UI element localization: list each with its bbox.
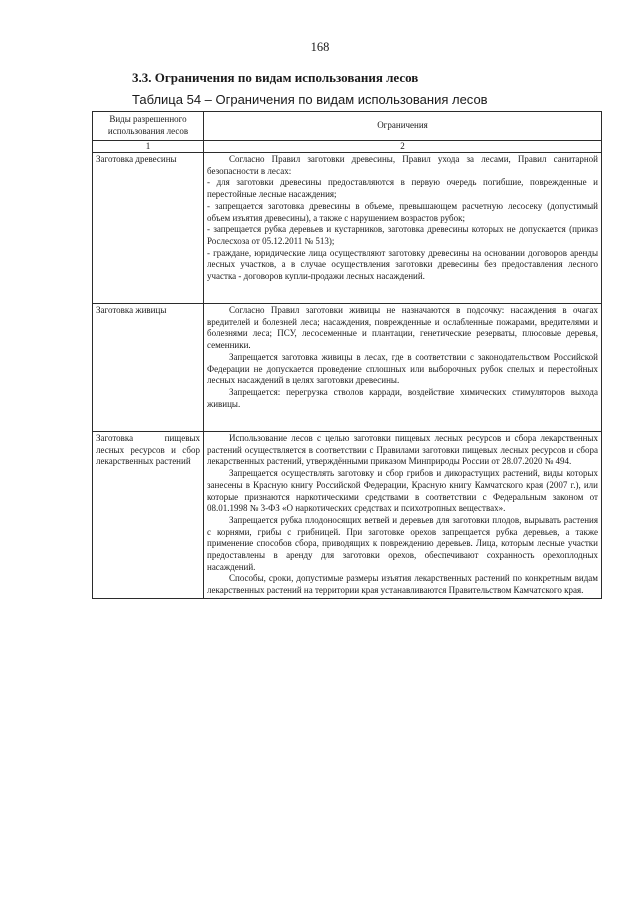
- restrictions-cell: [204, 304, 602, 432]
- restriction-paragraph: Запрещается осуществлять заготовку и сбор грибов и дикорастущих растений, виды которых занесены в Красную книгу Российской Федерации, Красную книгу Камчатского края (2007 г.), или которые признаются наркотическими средствами в соответствии с Федеральным законом от 08.01.1998 № 3-ФЗ «О наркотических средствах и психотропных веществах».: [207, 468, 598, 514]
- table-row-wood-harvesting: [93, 153, 602, 304]
- restriction-paragraph: Использование лесов с целью заготовки пищевых лесных ресурсов и сбора лекарственных растений осуществляется в соответствии с Правилами заготовки пищевых лесных ресурсов и сбора лекарственных растений, утверждёнными приказом Минприроды России от 28.07.2020 № 494.: [207, 433, 598, 467]
- table-row-resin-harvesting: [93, 304, 602, 432]
- table-header-row: [93, 112, 602, 141]
- page-number: 168: [310, 40, 330, 54]
- restriction-paragraph: Запрещается: перегрузка стволов карради, воздействие химических стимуляторов выхода живицы.: [207, 386, 598, 409]
- column-header-usage-type: Виды разрешенного использования лесов: [93, 112, 204, 141]
- restriction-paragraph: - для заготовки древесины предоставляются в первую очередь погибшие, поврежденные и перестойные лесные насаждения;: [207, 177, 598, 200]
- restrictions-cell: [204, 432, 602, 599]
- restrictions-table: [92, 111, 602, 599]
- table-row-food-resources: [93, 432, 602, 599]
- restriction-paragraph: - запрещается заготовка древесины в объеме, превышающем расчетную лесосеку (допустимый объем изъятия древесины), а также с нарушением возрастов рубок;: [207, 200, 598, 223]
- restriction-paragraph: Способы, сроки, допустимые размеры изъятия лекарственных растений по конкретным видам лекарственных растений на территории края устанавливаются Правительством Камчатского края.: [207, 573, 598, 596]
- column-header-restrictions: Ограничения: [204, 112, 602, 141]
- column-number-row: [93, 141, 602, 153]
- section-heading: 3.3. Ограничения по видам использования лесов: [132, 70, 419, 85]
- usage-type-cell: Заготовка живицы: [93, 304, 204, 432]
- restriction-paragraph: Запрещается рубка плодоносящих ветвей и деревьев для заготовки плодов, вырывать растения с корнями, грибы с грибницей. При заготовке орехов запрещается рубка деревьев, а также применение способов сбора, приводящих к повреждению деревьев. Лица, которым лесные участки предоставлены в аренду для заготовки орехов, обеспечивают сохранность орехоплодных насаждений.: [207, 514, 598, 572]
- restriction-paragraph: Согласно Правил заготовки древесины, Правил ухода за лесами, Правил санитарной безопасности в лесах:: [207, 154, 598, 176]
- usage-type-cell: Заготовка древесины: [93, 153, 204, 304]
- restriction-paragraph: Согласно Правил заготовки живицы не назначаются в подсочку: насаждения в очагах вредителей и болезней леса; насаждения, поврежденные и ослабленные пожарами, вредителями и болезнями леса; ПСУ, лесосеменные и плантации, генетические резерваты, плюсовые деревья, семенники.: [207, 305, 598, 351]
- restriction-paragraph: - граждане, юридические лица осуществляют заготовку древесины на основании договоров аренды лесных участков, а в случае осуществления заготовки древесины без предоставления лесного участка - договоров купли-продажи лесных насаждений.: [207, 247, 598, 282]
- table-caption: Таблица 54 – Ограничения по видам использования лесов: [132, 92, 488, 107]
- usage-type-cell: Заготовка пищевых лесных ресурсов и сбор лекарственных растений: [93, 432, 204, 599]
- restrictions-cell: [204, 153, 602, 304]
- restriction-paragraph: Запрещается заготовка живицы в лесах, где в соответствии с законодательством Российской Федерации не допускается проведение сплошных или выборочных рубок спелых и перестойных лесных насаждений в целях заготовки древесины.: [207, 351, 598, 386]
- column-number-1: 1: [93, 141, 204, 153]
- column-number-2: 2: [204, 141, 602, 153]
- restriction-paragraph: - запрещается рубка деревьев и кустарников, заготовка древесины которых не допускается (приказ Рослесхоза от 05.12.2011 № 513);: [207, 224, 598, 246]
